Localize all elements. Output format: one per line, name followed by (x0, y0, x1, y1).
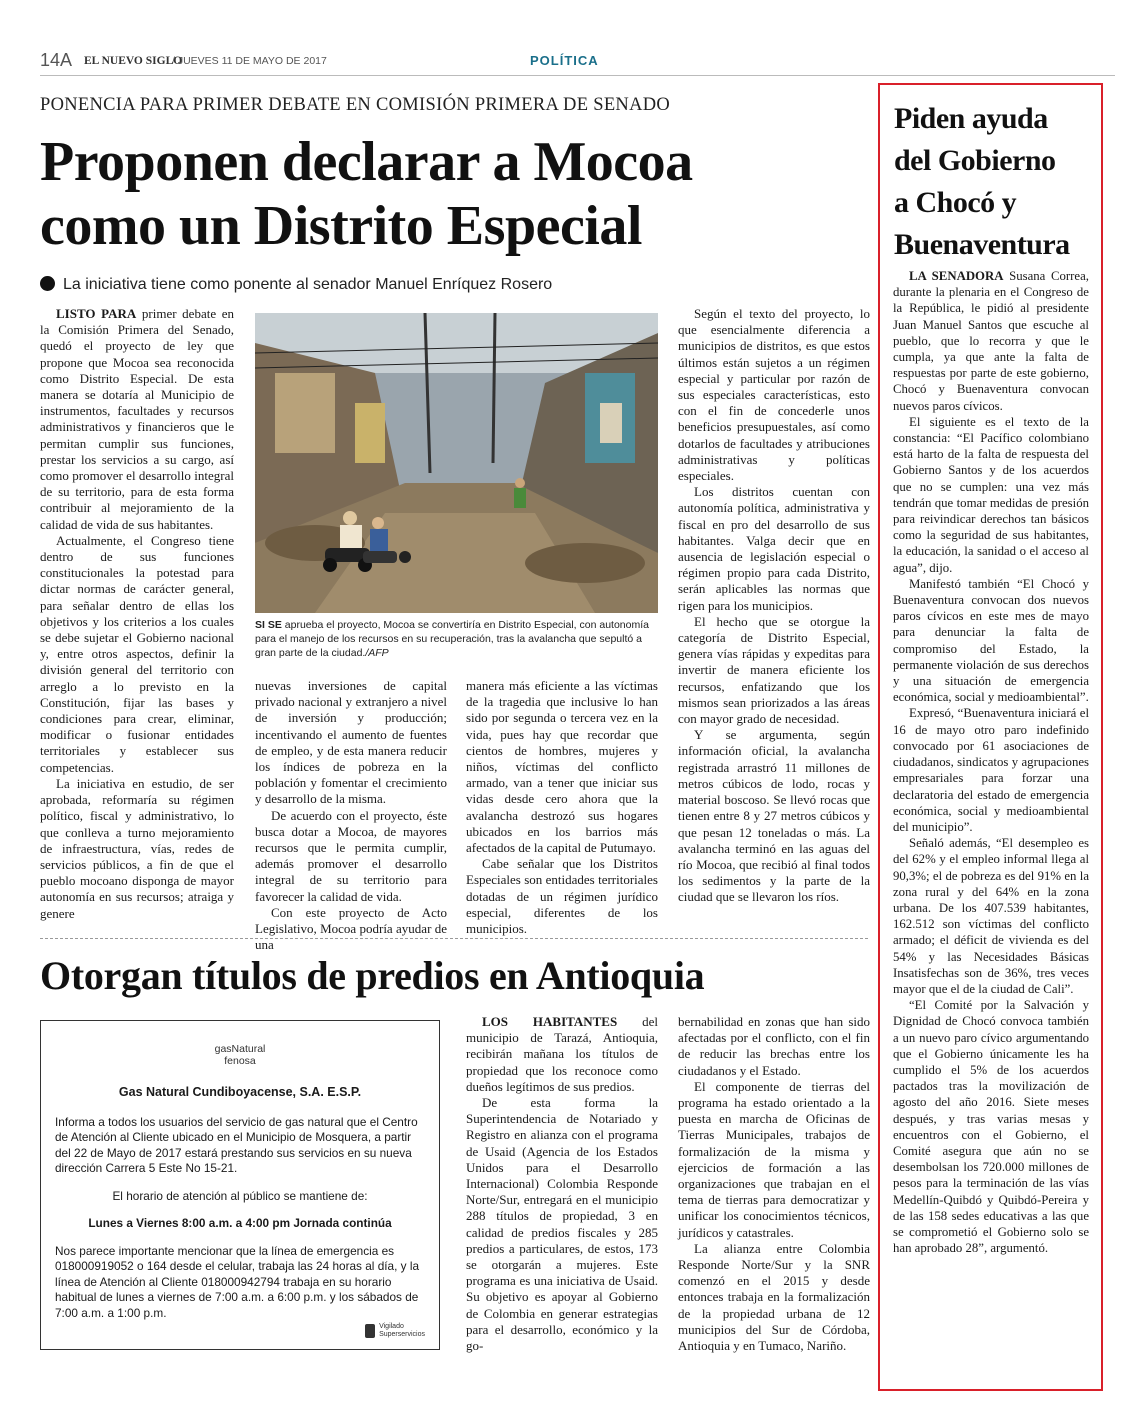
sidebar-headline-line3: a Chocó y (894, 186, 1017, 219)
main-col1-p1-text: primer debate en la Comisión Primera del Senado, quedó el proyecto de ley que propone que Mocoa sea reconocida como Distrito Especial. De esta manera se dotaría al Municipio de instrumentos, facultades y recursos administrativos y financieros que le permitan cumplir sus funciones, prestar los servicios a su cargo, así como promover el desarrollo integral de su territorio, para de esta forma contribuir al mejoramiento de la calidad de vida de sus habitantes. (40, 306, 234, 532)
main-col2-p2: De acuerdo con el proyecto, éste busca dotar a Mocoa, de mayores recursos que le permita cumplir, además promover el desarrollo integral de su territorio para favorecer la calidad de vida. (255, 807, 447, 904)
main-column-4 (678, 306, 870, 906)
sidebar-p2: El siguiente es el texto de la constancia: “El Pacífico colombiano está harto de la falta de respuesta del Gobierno Santos y de los acuerdos que no se cumplen: una vez más tendrán que tomar medidas de presión para reivindicar derechos tan básicos como la seguridad de sus habitantes, la educación, la sanidad o el acceso al agua”, dijo. (893, 414, 1089, 575)
second-col2-p3: La alianza entre Colombia Responde Norte/Sur y la SNR comenzó en el 2015 y desde entonces trabaja en la formalización de la propiedad urbana de 12 municipios del Sur de Córdoba, Antioquia y en Tumaco, Nariño. (678, 1240, 870, 1354)
main-col4-p3: El hecho que se otorgue la categoría de Distrito Especial, genera vías rápidas y expeditas para invertir de manera eficiente los recursos, enfatizando que los mismos sean priorizados a las áreas con mayor grado de necesidad. (678, 613, 870, 727)
mocoa-avalanche-photo (255, 313, 658, 613)
ad-company: Gas Natural Cundiboyacense, S.A. E.S.P. (118, 1085, 362, 1099)
sidebar-p1-text: Susana Correa, durante la plenaria en el Congreso de la República, le pidió al presidente Juan Manuel Santos que escuche al pueblo, que lo recorra y que le cumpla, ya que ante la falta de respuestas por parte de este gobierno, Chocó y Buenaventura convocan nuevos paros cívicos. (893, 269, 1089, 413)
page-header (40, 50, 1115, 76)
main-headline-line2: como un Distrito Especial (40, 195, 642, 257)
main-col1-p2: Actualmente, el Congreso tiene dentro de sus funciones constitucionales la potestad para dictar normas de carácter general, para señalar dentro de ellas los objetivos y los criterios a los cuales se debe sujetar el Gobierno nacional y, entre otros aspectos, definir la división general del territorio con arreglo a lo previsto en la Constitución, fijar las bases y condiciones para crear, eliminar, modificar o fusionar entidades territoriales y establecer sus competencias. (40, 532, 234, 775)
story-divider (40, 938, 868, 939)
bullet-icon (40, 276, 55, 291)
second-col1-p2: De esta forma la Superintendencia de Notariado y Registro en alianza con el programa de Usaid (Agencia de los Estados Unidos para el Desarrollo Internacional) Colombia Responde Norte/Sur, entregará en el municipio 288 títulos de propiedad, 3 en calidad de predios fiscales y 285 predios a particulares, de estos, 173 se otorgarán a mujeres. Este programa es una iniciativa de Usaid. Su objetivo es apoyar al Gobierno de Colombia en generar estrategias para el desarrollo, económico y la go- (466, 1095, 658, 1354)
main-col3-p2: Cabe señalar que los Distritos Especiales son entidades territoriales dotadas de un régimen jurídico especial, diferentes de los municipios. (466, 856, 658, 937)
sidebar-p4: Expresó, “Buenaventura iniciará el 16 de mayo otro paro indefinido convocado por 61 asociaciones de ciudadanos, sindicatos y agrupaciones empresariales para forzar una declaratoria del estado de emergencia económica, social y medioambiental del municipio”. (893, 706, 1089, 834)
ad-schedule: Lunes a Viernes 8:00 a.m. a 4:00 pm Jornada continúa (88, 1216, 392, 1230)
sidebar-p5: Señaló además, “El desempleo es del 62% y el empleo informal llega al 90,3%; el de pobreza es del 91% en la zona rural y del 64% en la zona urbana. De los 407.539 habitantes, 162.512 son víctimas del conflicto armado; el déficit de vivienda es del 54% y las Necesidades Básicas Insatisfechas son de 36%, tres veces mayor que el de la ciudad de Cali”. (893, 836, 1089, 996)
ad-paragraph-4: Nos parece importante mencionar que la línea de emergencia es 018000919052 o 164 desde el celular, trabaja las 24 horas al día, y la línea de Atención al Cliente 018000942794 trabaja en su horario habitual de lunes a viernes de 7:00 a.m. a 6:00 p.m. y los sábados de 7:00 a.m. a 1:00 p.m. (55, 1243, 420, 1320)
main-col4-p1: Según el texto del proyecto, lo que esencialmente diferencia a municipios de distritos, es que estos últimos están sujetos a un régimen especial y particular por razón de sus especiales características, esto con el fin de concederle unos beneficios presupuestales, así como dotarlos de facultades y atribuciones administrativas y políticas especiales. (678, 306, 870, 484)
main-col4-p2: Los distritos cuentan con autonomía política, administrativa y fiscal en pro del desarrollo de sus habitantes. Valga decir que en ausencia de legislación especial o régimen propio para cada Distrito, serán aplicables las normas que rigen para los municipios. (678, 484, 870, 613)
superservicios-icon (365, 1324, 375, 1338)
photo-credit: /AFP (365, 647, 389, 659)
page-number: 14A (40, 50, 73, 70)
main-column-1 (40, 306, 234, 922)
superservicios-label: Superservicios (379, 1331, 425, 1338)
second-lead-in: LOS HABITANTES (482, 1014, 618, 1029)
second-headline: Otorgan títulos de predios en Antioquia (40, 953, 705, 998)
sidebar-headline-line1: Piden ayuda (894, 102, 1048, 135)
photo-caption (255, 618, 658, 660)
main-headline-line1: Proponen declarar a Mocoa (40, 131, 693, 193)
second-column-1 (466, 1014, 658, 1354)
sidebar-headline-line2: del Gobierno (894, 144, 1056, 177)
subheadline-text: La iniciativa tiene como ponente al senador Manuel Enríquez Rosero (63, 276, 553, 293)
logo-line1: gasNatural (214, 1043, 266, 1055)
second-col1-p1 (466, 1014, 658, 1095)
photo-illustration (255, 313, 658, 613)
caption-lead: SI SE (255, 619, 282, 631)
main-headline (40, 130, 870, 258)
second-column-2 (678, 1014, 870, 1354)
sidebar-body (893, 268, 1089, 1256)
newspaper-name: EL NUEVO SIGLO (84, 55, 183, 67)
second-col1-p1-text: del municipio de Tarazá, Antioquia, recibirán mañana los títulos de propiedad que los reconoce como dueños legítimos de sus predios. (466, 1014, 658, 1094)
ad-paragraph-1: Informa a todos los usuarios del servicio de gas natural que el Centro de Atención al Cliente ubicado en el Municipio de Mosquera, a partir del 22 de Mayo de 2017 estará prestando sus servicios en su nueva dirección Carrera 5 Este No 15-21. (55, 1114, 418, 1175)
gas-natural-advertisement (40, 1020, 440, 1350)
vigilado-badge (365, 1323, 425, 1339)
vigilado-label: Vigilado (379, 1323, 404, 1330)
main-col1-p1 (40, 306, 234, 533)
sidebar-headline-line4: Buenaventura (894, 228, 1070, 261)
main-column-2 (255, 678, 447, 953)
sidebar-lead-in: LA SENADORA (909, 269, 1004, 283)
sidebar-p1 (893, 268, 1089, 414)
main-col1-p3: La iniciativa en estudio, de ser aprobada, reformaría su régimen político, fiscal y administrativo, lo que conlleva a turno mejoramiento de infraestructura, vías, redes de servicios públicos, a fin de que el pueblo mocoano disponga de mayor autonomía en sus recursos; atraiga y genere (40, 775, 234, 921)
gas-natural-logo (55, 1043, 425, 1067)
caption-text: aprueba el proyecto, Mocoa se convertiría en Distrito Especial, con autonomía para el manejo de los recursos en su recuperación, tras la avalancha que sepultó a gran parte de la ciudad. (255, 619, 649, 659)
sidebar-headline (894, 98, 1094, 266)
sidebar-p6: “El Comité por la Salvación y Dignidad de Chocó convoca también a un nuevo paro cívico argumentando que el Gobierno únicamente les ha cumplido el 5% de los acuerdos pactados tras la movilización de agosto del año 2016. Siete meses después, y tras varias mesas y encuentros con el Gobierno, el Comité asegura que aún no se desembolsan los 720.000 millones de pesos para la terminación de las vías Medellín-Quibdó y Quibdó-Pereira y de las 158 sedes educativas a las que se comprometió el Gobierno solo se han aprobado 28”, argumentó. (893, 998, 1089, 1256)
logo-line2: fenosa (224, 1055, 256, 1067)
main-col4-p4: Y se argumenta, según información oficial, la avalancha registrada arrastró 11 millones de metros cúbicos de lodo, rocas y material boscoso. Se llevó rocas que tienen entre 8 y 27 metros cúbicos y que pesan 12 toneladas o más. La avalancha terminó en las aguas del río Mocoa, que recibió al final todos los sedimentos y la parte de la ciudad que se llevaron los ríos. (678, 727, 870, 905)
main-lead-in: LISTO PARA (56, 306, 137, 321)
sidebar-p3: Manifestó también “El Chocó y Buenaventura convocan dos nuevos paros cívicos en este mes de mayo para denunciar la falta de compromiso del Estado, la permanente violación de sus derechos y una situación de emergencia económica, social y medioambiental”. (893, 576, 1089, 705)
main-column-3 (466, 678, 658, 937)
section-name: POLÍTICA (530, 53, 599, 68)
main-col3-p1: manera más eficiente a las víctimas de la tragedia que inclusive lo han sido por segunda o tercera vez en la vida, pues hay que recordar que cientos de hombres, mujeres y niños, víctimas del conflicto armado, van a tener que iniciar sus vidas desde cero ahora que la avalancha destrozó sus hogares ubicados en los barrios más afectados de la capital de Putumayo. (466, 678, 658, 856)
main-kicker: PONENCIA PARA PRIMER DEBATE EN COMISIÓN PRIMERA DE SENADO (40, 95, 671, 115)
main-col2-p3: Con este proyecto de Acto Legislativo, Mocoa podría ayudar de una (255, 904, 447, 953)
main-subheadline (40, 276, 552, 294)
main-col2-p1: nuevas inversiones de capital privado nacional y extranjero a nivel de inversión y producción; incentivando el aumento de fuentes de empleo, y de esta manera reducir los índices de pobreza en la población y fomentar el crecimiento y desarrollo de la misma. (255, 678, 447, 807)
ad-paragraph-2: El horario de atención al público se mantiene de: (112, 1188, 368, 1203)
second-col2-p2: El componente de tierras del programa ha estado orientado a la puesta en marcha de Oficinas de Tierras Municipales, trabajos de formalización de la misma y ejercicios de formación a las organizaciones que trabajan en el tema de tierras para democratizar y unificar los conocimientos técnicos, jurídicos y catastrales. (678, 1078, 870, 1240)
issue-date: / JUEVES 11 DE MAYO DE 2017 (172, 55, 327, 67)
second-col2-p1: bernabilidad en zonas que han sido afectadas por el conflicto, con el fin de reducir las brechas entre los ciudadanos y el Estado. (678, 1014, 870, 1078)
